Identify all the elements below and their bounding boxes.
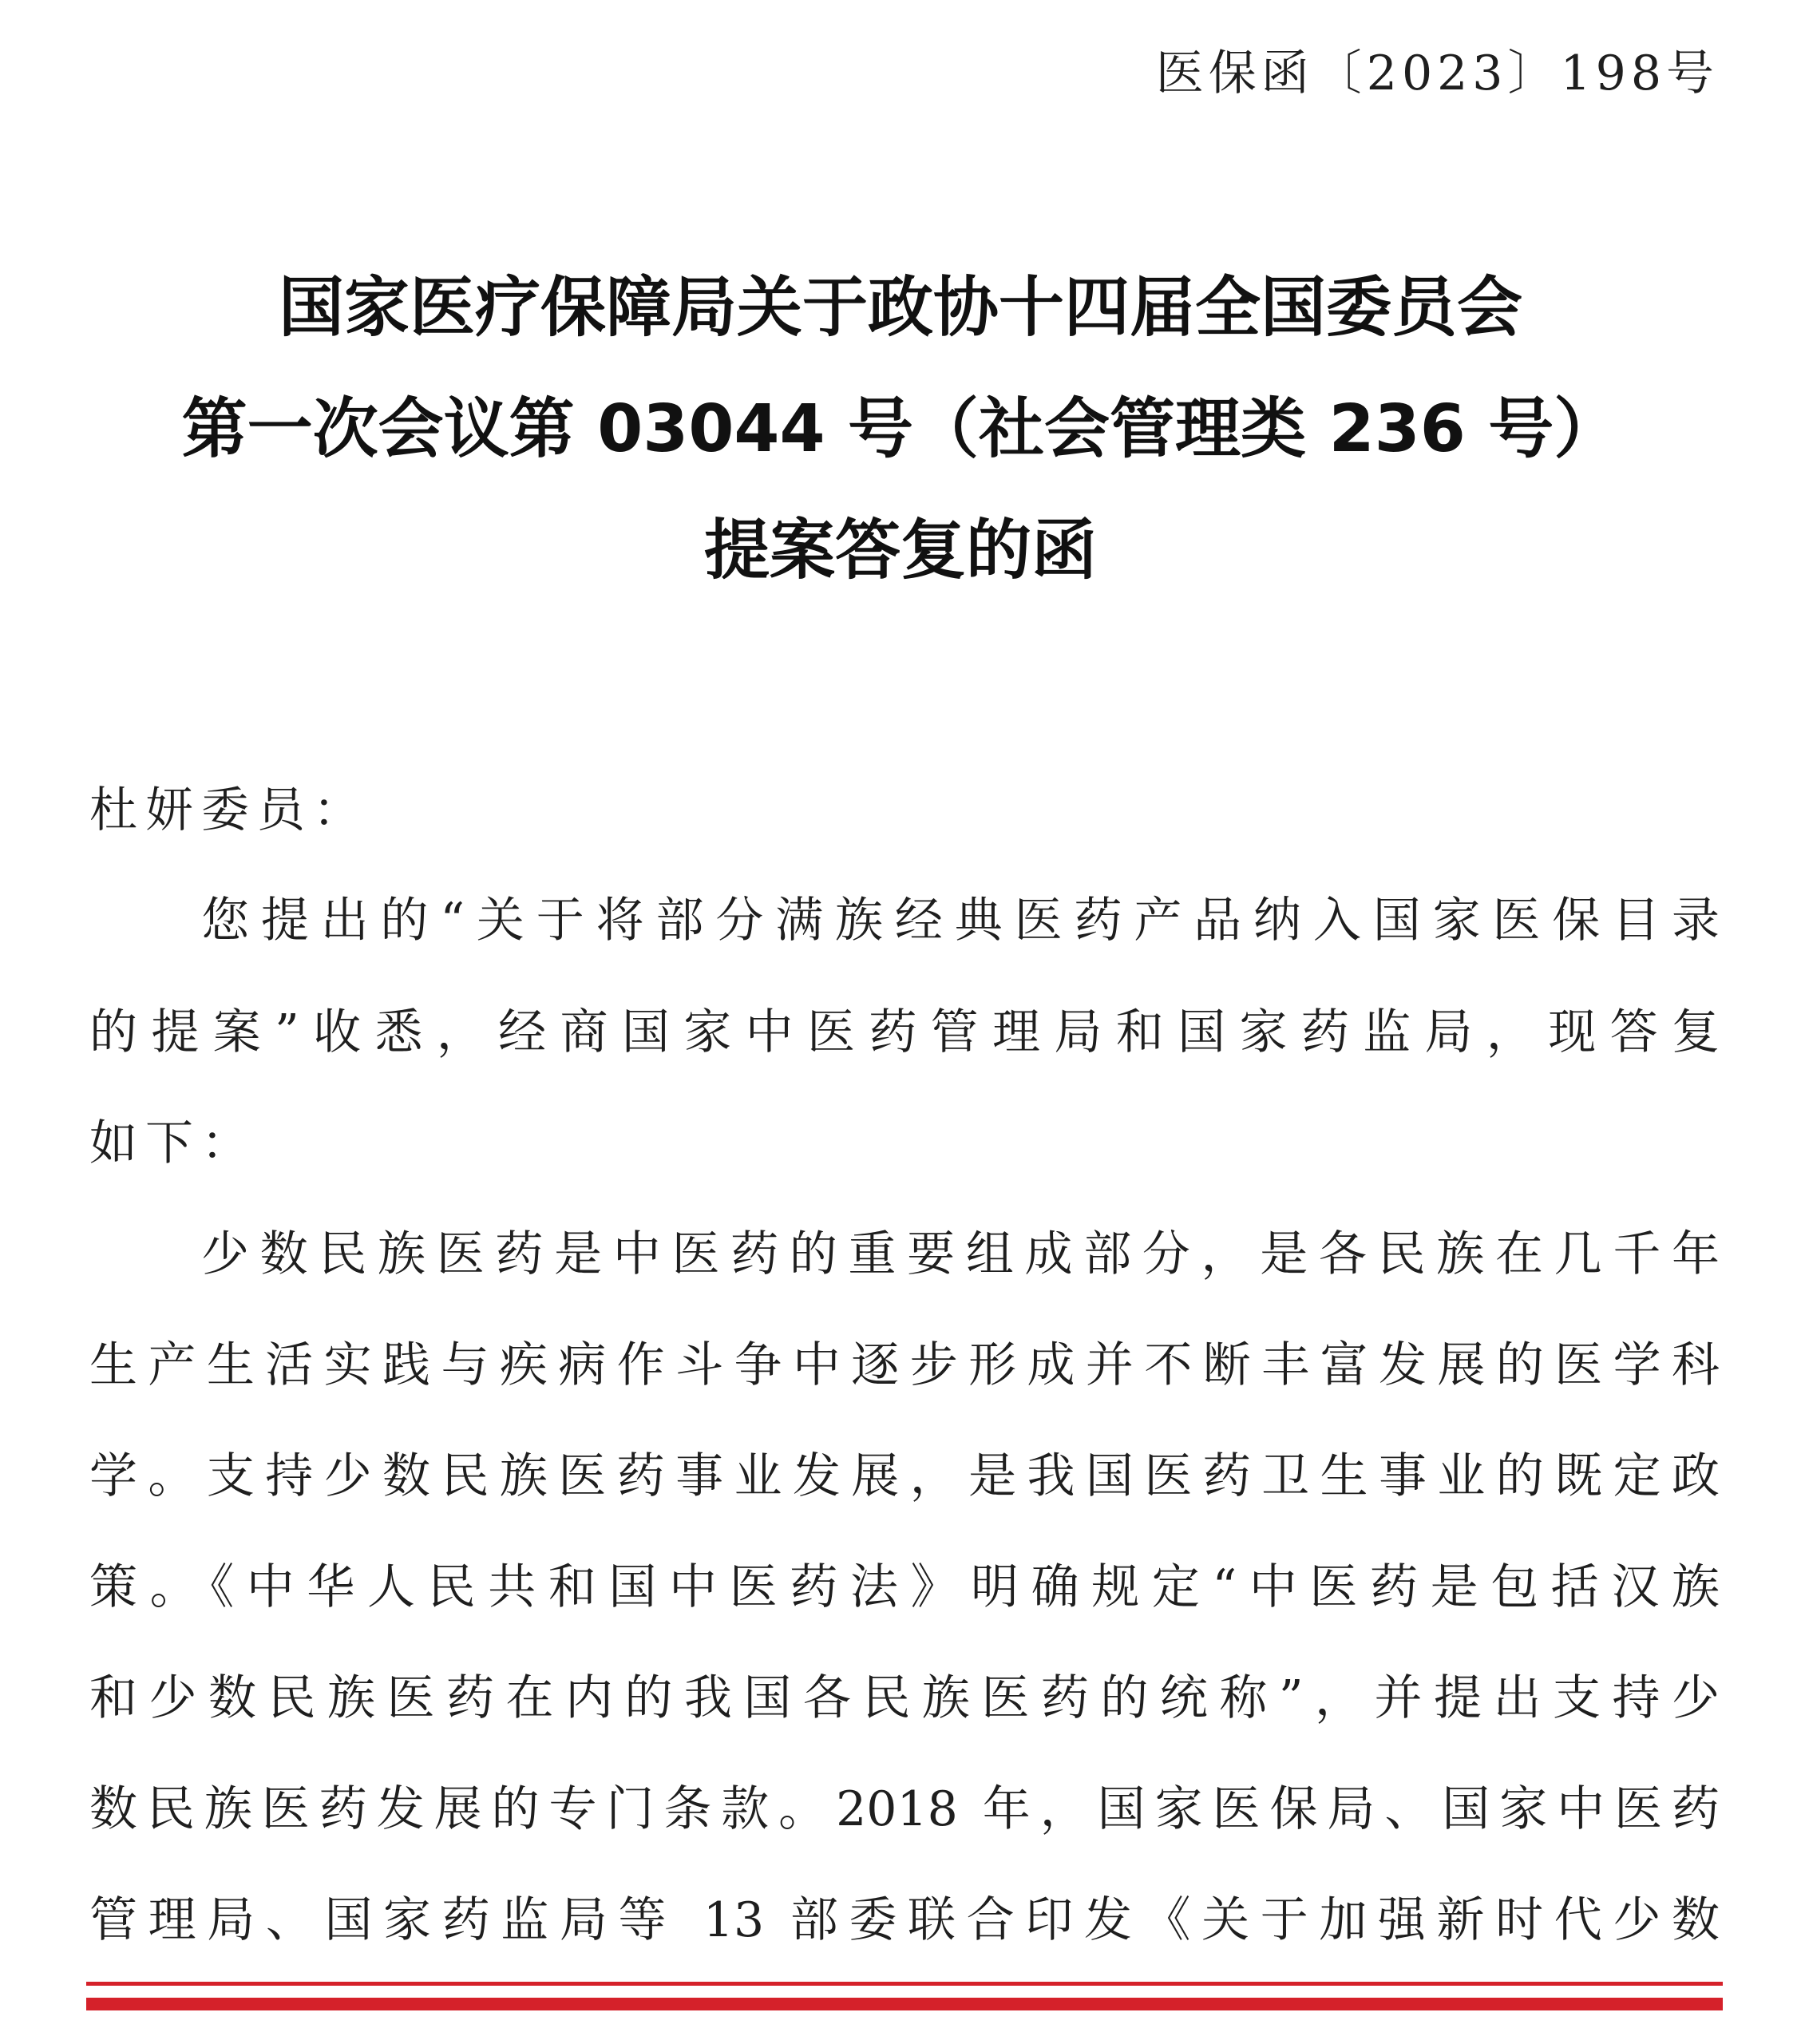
title-line-3: 提案答复的函 <box>703 513 1097 588</box>
body-line: 数民族医药发展的专门条款。2018 年，国家医保局、国家中医药 <box>89 1781 1720 1837</box>
body-line: 和少数民族医药在内的我国各民族医药的统称”，并提出支持少 <box>89 1670 1720 1726</box>
footer-rule <box>86 1998 1723 2010</box>
body-line: 的提案”收悉，经商国家中医药管理局和国家药监局，现答复 <box>89 1004 1720 1060</box>
body-line: 如下： <box>89 1115 257 1171</box>
body-line: 管理局、国家药监局等 13 部委联合印发《关于加强新时代少数 <box>89 1892 1720 1948</box>
footer-rule-thin <box>86 1982 1723 1986</box>
title-line-2: 第一次会议第 03044 号（社会管理类 236 号） <box>181 391 1620 467</box>
body-line: 策。《中华人民共和国中医药法》明确规定“中医药是包括汉族 <box>89 1559 1720 1615</box>
body-line: 您提出的“关于将部分满族经典医药产品纳入国家医保目录 <box>201 893 1720 949</box>
body-line: 生产生活实践与疾病作斗争中逐步形成并不断丰富发展的医学科 <box>89 1337 1720 1393</box>
body-line: 学。支持少数民族医药事业发展，是我国医药卫生事业的既定政 <box>89 1448 1720 1504</box>
salutation: 杜妍委员： <box>89 782 369 838</box>
document-number: 医保函〔2023〕198号 <box>1155 46 1719 101</box>
document-title <box>0 270 1801 640</box>
title-line-1: 国家医疗保障局关于政协十四届全国委员会 <box>278 270 1522 346</box>
body-line: 少数民族医药是中医药的重要组成部分，是各民族在几千年 <box>201 1226 1720 1282</box>
